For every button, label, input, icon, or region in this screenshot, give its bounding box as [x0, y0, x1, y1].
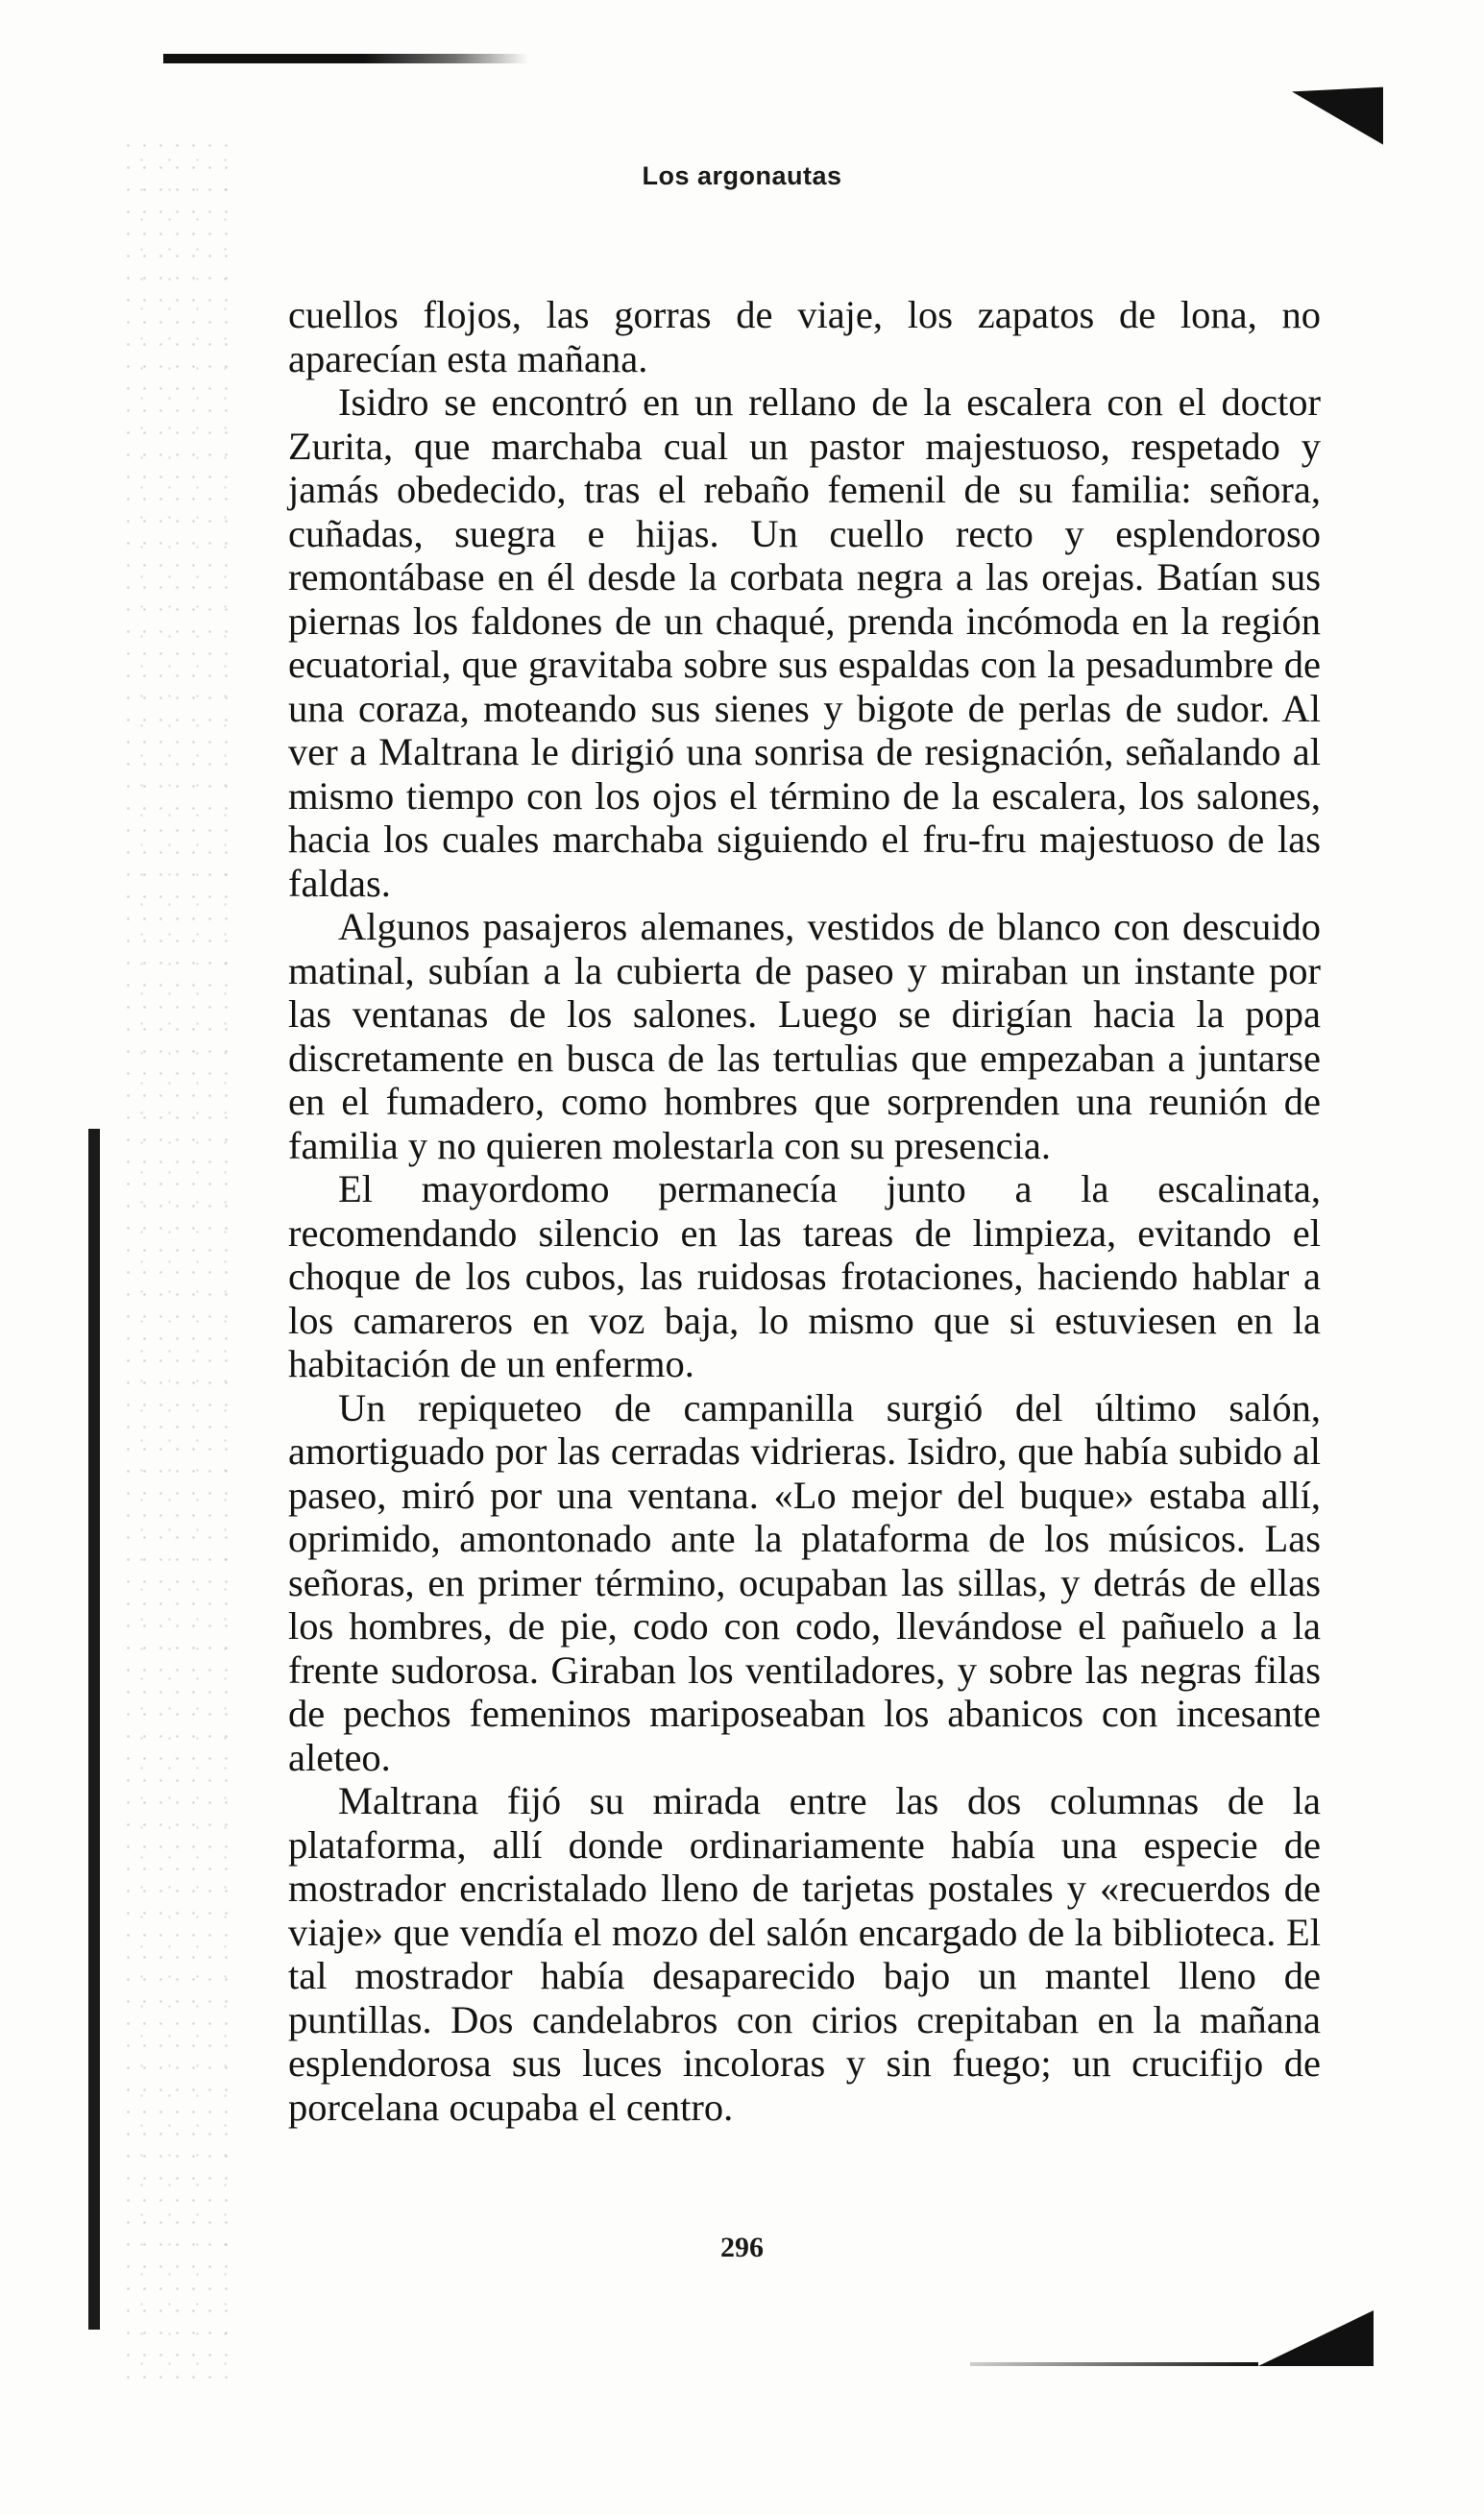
- scan-corner-tail: [970, 2362, 1258, 2366]
- running-title: Los argonautas: [642, 161, 842, 190]
- page-number: 296: [720, 2232, 764, 2263]
- paragraph: cuellos flojos, las gorras de viaje, los zapatos de lona, no aparecían esta mañana.: [288, 293, 1321, 380]
- paragraph: Un repiqueteo de campanilla surgió del último salón, amortiguado por las cerradas vidrieras. Isidro, que había subido al paseo, miró por una ventana. «Lo mejor del buque» estaba allí, oprimido, amontonado ante la plataforma de los músicos. Las señoras, en primer término, ocupaban las sillas, y detrás de ellas los hombres, de pie, codo con codo, llevándose el pañuelo a la frente sudorosa. Giraban los ventiladores, y sobre las negras filas de pechos femeninos mariposeaban los abanicos con incesante aleteo.: [288, 1385, 1321, 1779]
- body-text: [288, 293, 1321, 2129]
- paragraph: El mayordomo permanecía junto a la escalinata, recomendando silencio en las tareas de limpieza, evitando el choque de los cubos, las ruidosas frotaciones, haciendo hablar a los camareros en voz baja, lo mismo que si estuviesen en la habitación de un enfermo.: [288, 1167, 1321, 1385]
- scan-binding-shadow: [88, 1129, 100, 2330]
- scan-corner-mark-bottom: [970, 2310, 1374, 2368]
- scan-edge-rule: [163, 54, 528, 63]
- scan-corner-mark-top: [1292, 74, 1383, 144]
- paragraph: Maltrana fijó su mirada entre las dos columnas de la plataforma, allí donde ordinariamente había una especie de mostrador encristalado lleno de tarjetas postales y «recuerdos de viaje» que vendía el mozo del salón encargado de la biblioteca. El tal mostrador había desaparecido bajo un mantel lleno de puntillas. Dos candelabros con cirios crepitaban en la mañana esplendorosa sus luces incoloras y sin fuego; un crucifijo de porcelana ocupaba el centro.: [288, 1779, 1321, 2129]
- paragraph: Algunos pasajeros alemanes, vestidos de blanco con descuido matinal, subían a la cubierta de paseo y miraban un instante por las ventanas de los salones. Luego se dirigían hacia la popa discretamente en busca de las tertulias que empezaban a juntarse en el fumadero, como hombres que sorprenden una reunión de familia y no quieren molestarla con su presencia.: [288, 905, 1321, 1167]
- paragraph: Isidro se encontró en un rellano de la escalera con el doctor Zurita, que marchaba cual un pastor majestuoso, respetado y jamás obedecido, tras el rebaño femenil de su familia: señora, cuñadas, suegra e hijas. Un cuello recto y esplendoroso remontábase en él desde la corbata negra a las orejas. Batían sus piernas los faldones de un chaqué, prenda incómoda en la región ecuatorial, que gravitaba sobre sus espaldas con la pesadumbre de una coraza, moteando sus sienes y bigote de perlas de sudor. Al ver a Maltrana le dirigió una sonrisa de resignación, señalando al mismo tiempo con los ojos el término de la escalera, los salones, hacia los cuales marchaba siguiendo el fru-fru majestuoso de las faldas.: [288, 380, 1321, 905]
- scan-noise: [120, 134, 235, 2392]
- scan-corner-wedge: [1258, 2310, 1374, 2366]
